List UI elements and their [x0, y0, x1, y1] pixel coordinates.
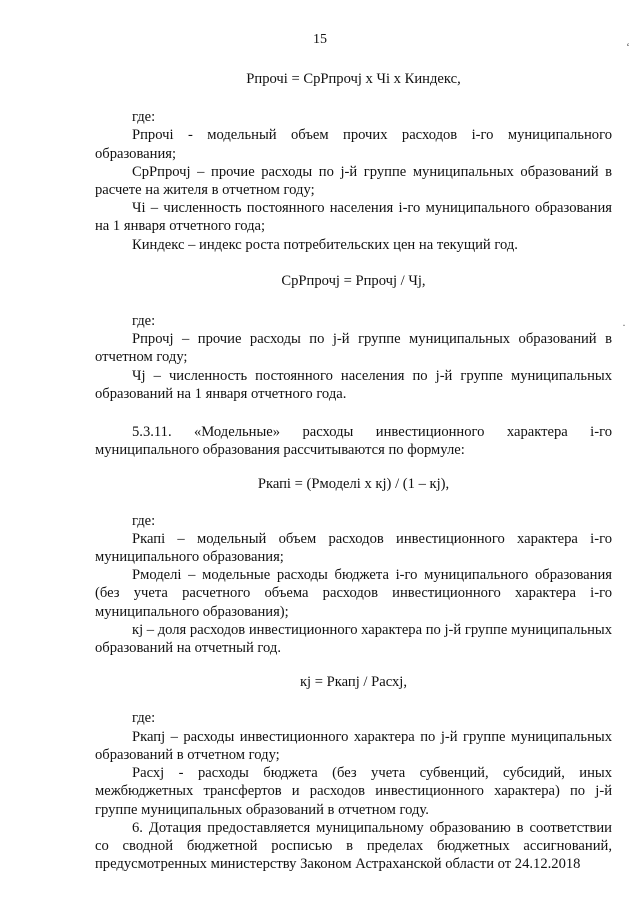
definition-paragraph: Рмоделі – модельные расходы бюджета і-го муниципального образования (без учета расчетного объема расходов инвестиционного характера і-го муниципального образования);: [95, 567, 612, 620]
definition-paragraph: Ркапј – расходы инвестиционного характера по ј-й группе муниципальных образований в отчетном году;: [95, 728, 612, 763]
section-paragraph: 5.3.11. «Модельные» расходы инвестиционного характера і-го муниципального образования рассчитываются по формуле:: [95, 424, 612, 459]
definition-paragraph: Ркапі – модельный объем расходов инвестиционного характера і-го муниципального образования;: [95, 530, 612, 566]
scan-mark: ·: [622, 318, 626, 332]
formula-per-capita: СрРпрочј = Рпрочј / Чј,: [281, 272, 426, 289]
formula-other-expenses: Рпрочі = СрРпрочј х Чі х Киндекс,: [246, 71, 461, 87]
definition-paragraph: СрРпрочј – прочие расходы по ј-й группе муниципальных образований в расчете на жителя в отчетном году;: [95, 163, 612, 199]
where-label: где:: [132, 710, 156, 727]
definition-paragraph: Чј – численность постоянного населения по ј-й группе муниципальных образований на 1 января отчетного года.: [95, 367, 612, 402]
where-label: где:: [132, 313, 156, 330]
definition-paragraph: кј – доля расходов инвестиционного характера по ј-й группе муниципальных образований на отчетный год.: [95, 621, 613, 657]
section-paragraph: 6. Дотация предоставляется муниципальному образованию в соответствии со сводной бюджетной росписью в пределах бюджетных ассигнований, предусмотренных министерству Законом Астраханской области от 24.12.2018: [95, 819, 612, 873]
definition-paragraph: Расхј - расходы бюджета (без учета субвенций, субсидий, иных межбюджетных трансфертов и расходов инвестиционного характера) по ј-й группе муниципальных образований в отчетном году.: [95, 765, 612, 818]
definition-paragraph: Рпрочј – прочие расходы по ј-й группе муниципальных образований в отчетном году;: [95, 331, 612, 366]
scan-mark: ʻ: [626, 40, 630, 54]
definition-paragraph: Киндекс – индекс роста потребительских цен на текущий год.: [132, 236, 518, 253]
document-body: [95, 70, 612, 873]
formula-share: кј = Ркапј / Расхј,: [299, 674, 408, 691]
formula-investment: Ркапі = (Рмоделі х кј) / (1 – кј),: [257, 476, 450, 493]
where-label: где:: [132, 109, 156, 126]
page-number: 15: [313, 32, 327, 47]
definition-paragraph: Чі – численность постоянного населения і-го муниципального образования на 1 января отчетного года;: [95, 200, 612, 235]
where-label: где:: [132, 512, 156, 529]
definition-paragraph: Рпрочі - модельный объем прочих расходов і-го муниципального образования;: [95, 127, 612, 162]
